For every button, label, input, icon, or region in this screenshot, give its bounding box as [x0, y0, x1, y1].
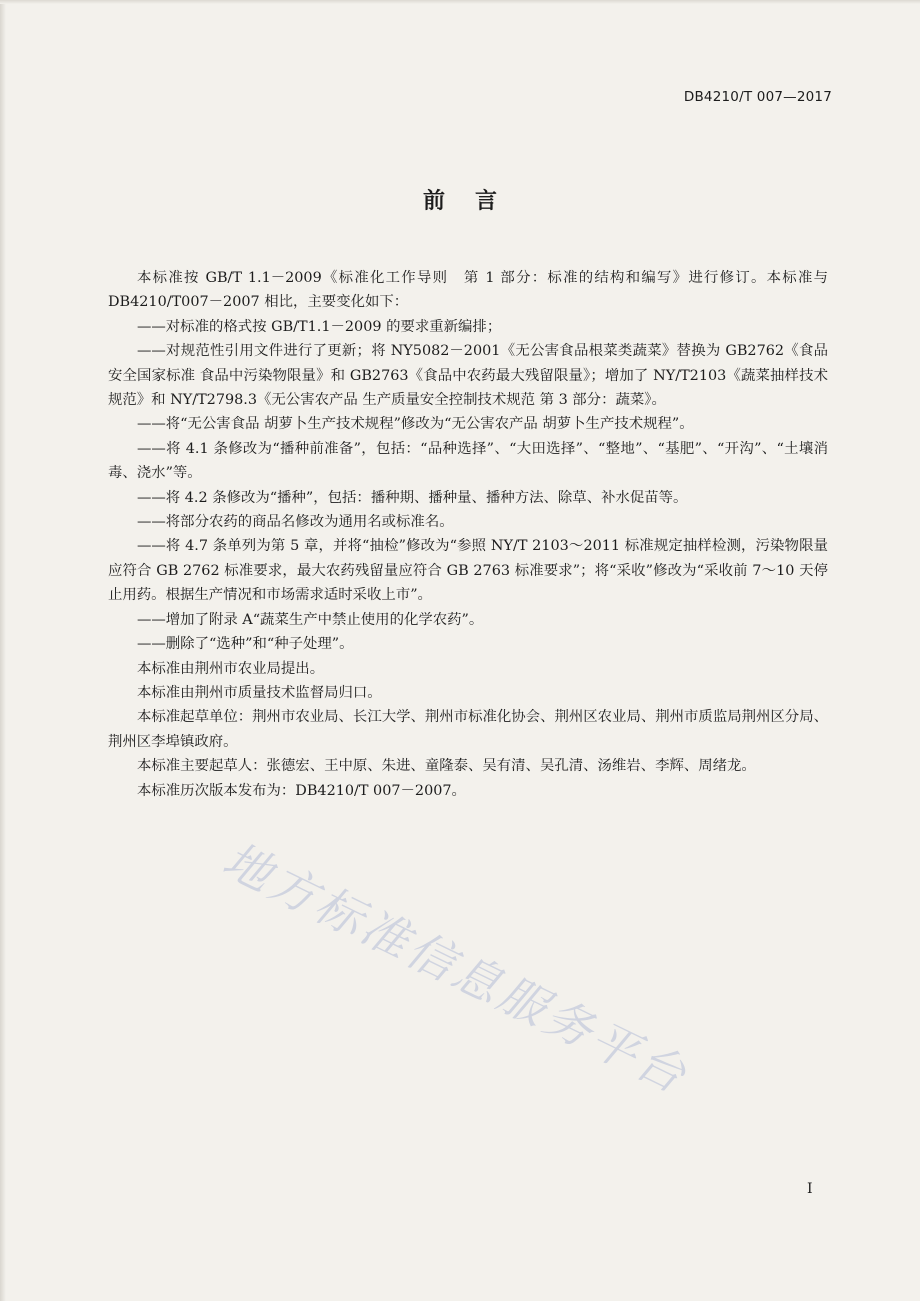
paragraph-change-4-7: ——将 4.7 条单列为第 5 章，并将“抽检”修改为“参照 NY/T 2103～2011 标准规定抽样检测，污染物限量应符合 GB 2762 标准要求，最大农药残留量应符合 GB 2763 标准要求”；将“采收”修改为“采收前 7～10 天停止用药。根据生产情况和市场需求适时采收上市”。 [108, 538, 828, 604]
paragraph-change-title: ——将“无公害食品 胡萝卜生产技术规程”修改为“无公害农产品 胡萝卜生产技术规程”。 [137, 416, 694, 433]
paragraph-previous-editions: 本标准历次版本发布为：DB4210/T 007－2007。 [137, 782, 466, 799]
paragraph-change-references: ——对规范性引用文件进行了更新；将 NY5082－2001《无公害食品根菜类蔬菜》替换为 GB2762《食品安全国家标准 食品中污染物限量》和 GB2763《食品中农药最大残留限量》；增加了 NY/T2103《蔬菜抽样技术规范》和 NY/T2798.3《无公害农产品 生产质量安全控制技术规范 第 3 部分：蔬菜》。 [108, 343, 828, 409]
scan-edge-top [0, 0, 920, 4]
paragraph-drafters: 本标准主要起草人：张德宏、王中原、朱进、童隆泰、吴有清、吴孔清、汤维岩、李辉、周绪龙。 [137, 758, 756, 775]
paragraph-change-pesticide-names: ——将部分农药的商品名修改为通用名或标准名。 [137, 514, 454, 531]
page-number: I [807, 1181, 813, 1197]
paragraph-intro: 本标准按 GB/T 1.1－2009《标准化工作导则 第 1 部分：标准的结构和编写》进行修订。本标准与 DB4210/T007－2007 相比，主要变化如下： [108, 270, 828, 311]
paragraph-change-deleted: ——删除了“选种”和“种子处理”。 [137, 636, 354, 653]
paragraph-change-4-1: ——将 4.1 条修改为“播种前准备”，包括：“品种选择”、“大田选择”、“整地”、“基肥”、“开沟”、“土壤消毒、浇水”等。 [108, 440, 828, 482]
document-code: DB4210/T 007—2017 [683, 89, 832, 105]
foreword-body [108, 266, 828, 803]
paragraph-change-format: ——对标准的格式按 GB/T1.1－2009 的要求重新编排； [137, 318, 502, 335]
page-title: 前言 [422, 189, 527, 214]
paragraph-administrator: 本标准由荆州市质量技术监督局归口。 [137, 684, 382, 701]
paragraph-proposer: 本标准由荆州市农业局提出。 [137, 660, 325, 677]
watermark: 地方标准信息服务平台 [214, 832, 697, 1106]
paragraph-change-appendix: ——增加了附录 A“蔬菜生产中禁止使用的化学农药”。 [137, 611, 484, 628]
paragraph-drafting-units: 本标准起草单位：荆州市农业局、长江大学、荆州市标准化协会、荆州区农业局、荆州市质监局荆州区分局、荆州区李埠镇政府。 [108, 709, 828, 750]
paragraph-change-4-2: ——将 4.2 条修改为“播种”，包括：播种期、播种量、播种方法、除草、补水促苗等。 [137, 489, 688, 506]
